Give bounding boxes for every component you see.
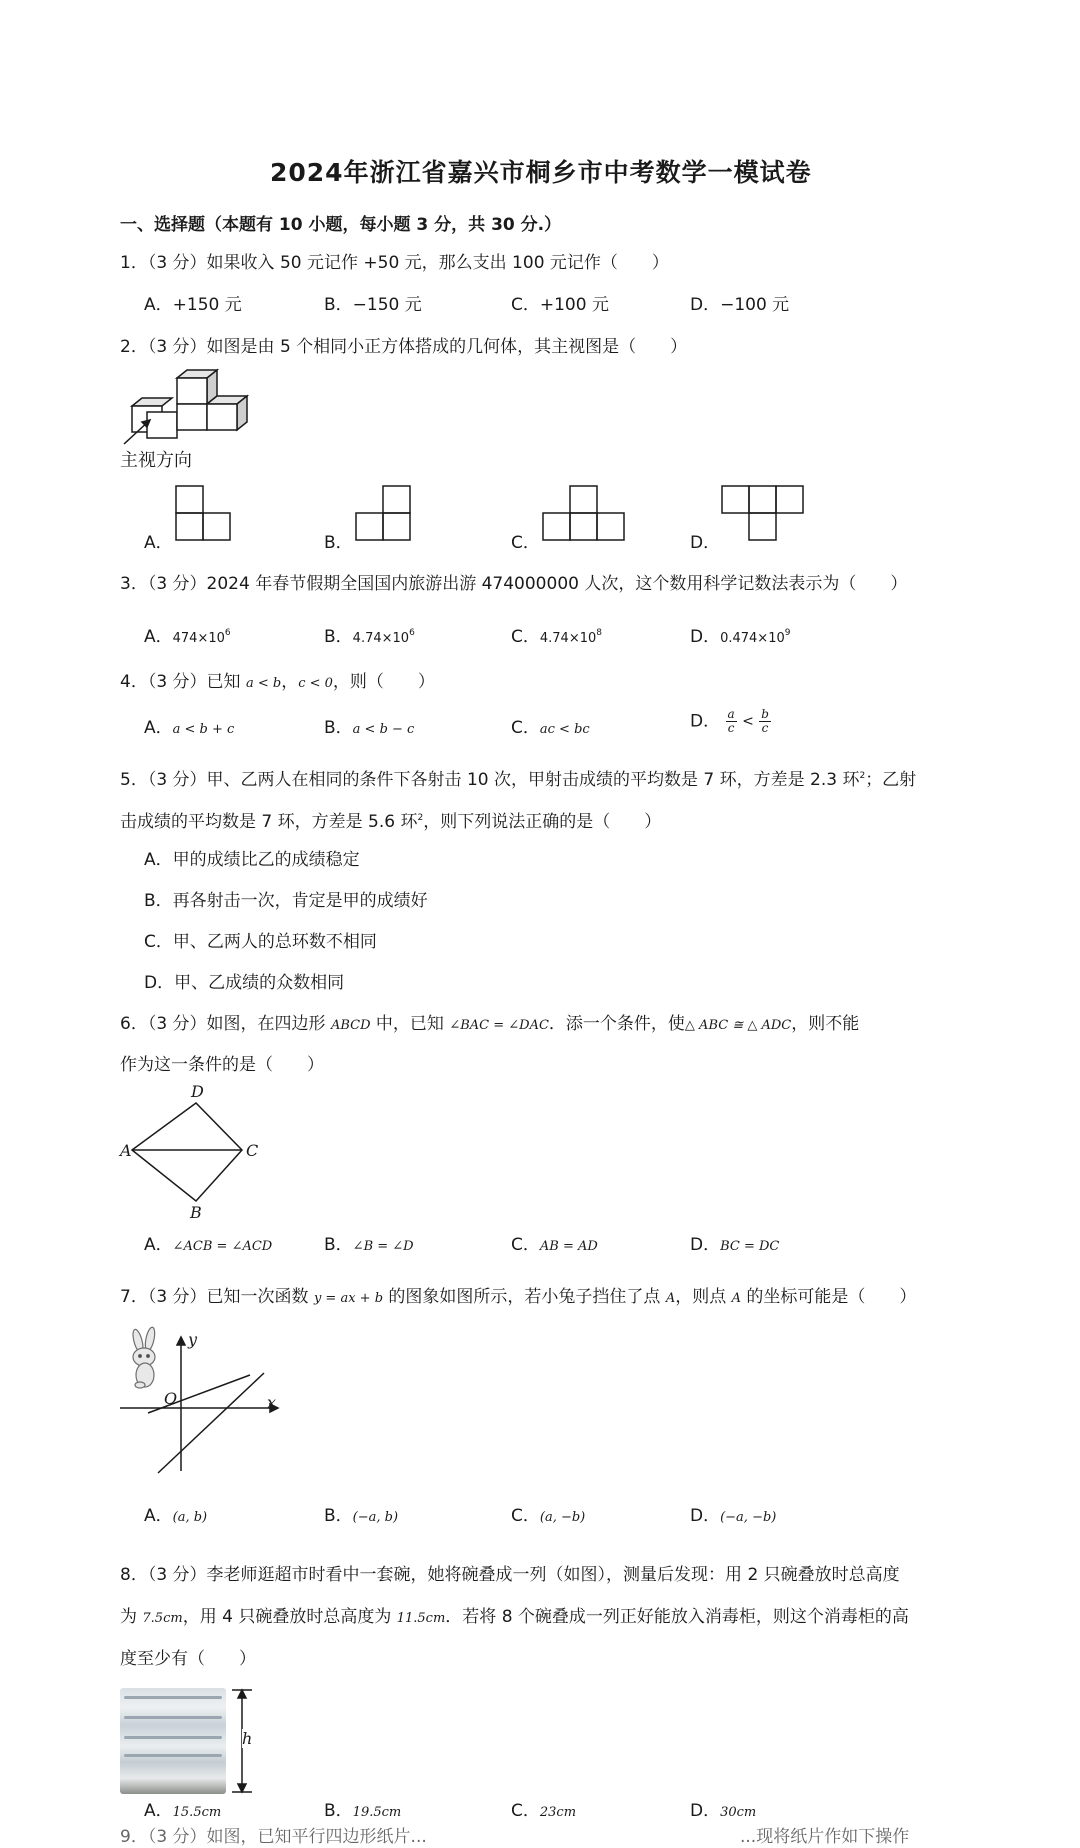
- q8-option-c[interactable]: C．23cm: [511, 1801, 577, 1821]
- q6-label-d: D: [191, 1082, 204, 1101]
- q3-option-a[interactable]: A．$474\times 10^6$: [144, 627, 231, 647]
- q2-option-a-label[interactable]: A．: [144, 533, 173, 553]
- q2-stem: 2．（3 分）如图是由 5 个相同小正方体搭成的几何体，其主视图是（ ）: [120, 337, 688, 357]
- q8-option-d[interactable]: D．30cm: [690, 1801, 757, 1821]
- q2-option-d-figure[interactable]: [720, 484, 810, 544]
- q7-option-d[interactable]: D．(−a, −b): [690, 1506, 777, 1526]
- q5-stem-line2: 击成绩的平均数是 7 环，方差是 5.6 环$^2$，则下列说法正确的是（ ）: [120, 812, 662, 832]
- section-heading: 一、选择题（本题有 10 小题，每小题 3 分，共 30 分.）: [120, 215, 562, 235]
- q8-option-b[interactable]: B．19.5cm: [324, 1801, 402, 1821]
- q7-option-c[interactable]: C．(a, −b): [511, 1506, 586, 1526]
- q3-option-d[interactable]: D．$0.474\times 10^9$: [690, 627, 791, 647]
- q4-option-a[interactable]: A．a < b + c: [144, 718, 235, 738]
- q7-option-a[interactable]: A．(a, b): [144, 1506, 208, 1526]
- q6-option-d[interactable]: D．BC = DC: [690, 1235, 780, 1255]
- q7-option-b[interactable]: B．(−a, b): [324, 1506, 399, 1526]
- q2-view-direction-label: 主视方向: [120, 450, 192, 471]
- q8-stem-line2: 为 7.5cm，用 4 只碗叠放时总高度为 11.5cm．若将 8 个碗叠成一列正好能放入消毒柜，则这个消毒柜的高: [120, 1607, 909, 1627]
- q2-option-b-figure[interactable]: [354, 484, 414, 544]
- q1-option-b[interactable]: B．−150 元: [324, 295, 422, 315]
- q6-label-a: A: [120, 1141, 132, 1160]
- q2-option-c-label[interactable]: C．: [511, 533, 540, 553]
- q5-stem-line1: 5．（3 分）甲、乙两人在相同的条件下各射击 10 次，甲射击成绩的平均数是 7 环，方差是 2.3 环$^2$；乙射: [120, 770, 917, 790]
- q2-option-a-figure[interactable]: [174, 484, 234, 544]
- q9-stem-partial-right: ...现将纸片作如下操作: [740, 1827, 910, 1847]
- q2-option-d-label[interactable]: D．: [690, 533, 721, 553]
- q7-stem: 7．（3 分）已知一次函数 y = ax + b 的图象如图所示，若小兔子挡住了点 A，则点 A 的坐标可能是（ ）: [120, 1287, 917, 1307]
- q2-solid-figure: [120, 370, 250, 450]
- q6-option-b[interactable]: B．∠B = ∠D: [324, 1235, 414, 1255]
- q7-origin-label: O: [164, 1389, 178, 1408]
- q6-option-c[interactable]: C．AB = AD: [511, 1235, 598, 1255]
- q4-option-b[interactable]: B．a < b − c: [324, 718, 415, 738]
- q6-quadrilateral-figure: [118, 1085, 258, 1205]
- q3-option-b[interactable]: B．$4.74\times 10^6$: [324, 627, 415, 647]
- q5-option-b[interactable]: B．再各射击一次，肯定是甲的成绩好: [144, 891, 428, 911]
- q6-stem-line1: 6．（3 分）如图，在四边形 ABCD 中，已知 ∠BAC = ∠DAC．添一个条件，使△ ABC ≅ △ ADC，则不能: [120, 1014, 860, 1034]
- q5-option-a[interactable]: A．甲的成绩比乙的成绩稳定: [144, 850, 360, 870]
- q7-axis-x-label: x: [267, 1393, 277, 1412]
- q8-option-a[interactable]: A．15.5cm: [144, 1801, 222, 1821]
- q2-option-b-label[interactable]: B．: [324, 533, 353, 553]
- q5-option-c[interactable]: C．甲、乙两人的总环数不相同: [144, 932, 377, 952]
- q6-label-c: C: [246, 1141, 259, 1160]
- q3-stem: 3．（3 分）2024 年春节假期全国国内旅游出游 474000000 人次，这个数用科学记数法表示为（ ）: [120, 574, 908, 594]
- q6-label-b: B: [190, 1203, 202, 1222]
- q9-stem-partial-left: 9．（3 分）如图，已知平行四边形纸片...: [120, 1827, 427, 1847]
- q8-stem-line1: 8．（3 分）李老师逛超市时看中一套碗，她将碗叠成一列（如图），测量后发现：用 2 只碗叠放时总高度: [120, 1565, 900, 1585]
- q4-fraction-b-over-c: $\frac{b}{c}$: [761, 707, 769, 735]
- q4-fraction-a-over-c: $\frac{a}{c}$: [727, 707, 735, 735]
- q4-stem: 4．（3 分）已知 a < b，c < 0，则（ ）: [120, 672, 435, 692]
- q4-option-c[interactable]: C．ac < bc: [511, 718, 590, 738]
- q6-option-a[interactable]: A．∠ACB = ∠ACD: [144, 1235, 273, 1255]
- q2-option-c-figure[interactable]: [541, 484, 631, 544]
- q4-option-d[interactable]: D． $\frac{a}{c}$ < $\frac{b}{c}$: [690, 707, 769, 735]
- stacked-bowls-photo: [120, 1688, 226, 1794]
- q1-option-d[interactable]: D．−100 元: [690, 295, 790, 315]
- q7-axis-y-label: y: [188, 1330, 198, 1349]
- rabbit-icon: [124, 1327, 168, 1389]
- q1-stem: 1．（3 分）如果收入 50 元记作 +50 元，那么支出 100 元记作（ ）: [120, 253, 669, 273]
- page-title: 2024年浙江省嘉兴市桐乡市中考数学一模试卷: [270, 158, 812, 187]
- q5-option-d[interactable]: D．甲、乙成绩的众数相同: [144, 973, 345, 993]
- q8-stem-line3: 度至少有（ ）: [120, 1649, 256, 1669]
- q1-option-a[interactable]: A．+150 元: [144, 295, 242, 315]
- q6-stem-line2: 作为这一条件的是（ ）: [120, 1055, 324, 1075]
- q3-option-c[interactable]: C．$4.74\times 10^8$: [511, 627, 602, 647]
- q8-height-label: h: [242, 1729, 253, 1748]
- q1-option-c[interactable]: C．+100 元: [511, 295, 609, 315]
